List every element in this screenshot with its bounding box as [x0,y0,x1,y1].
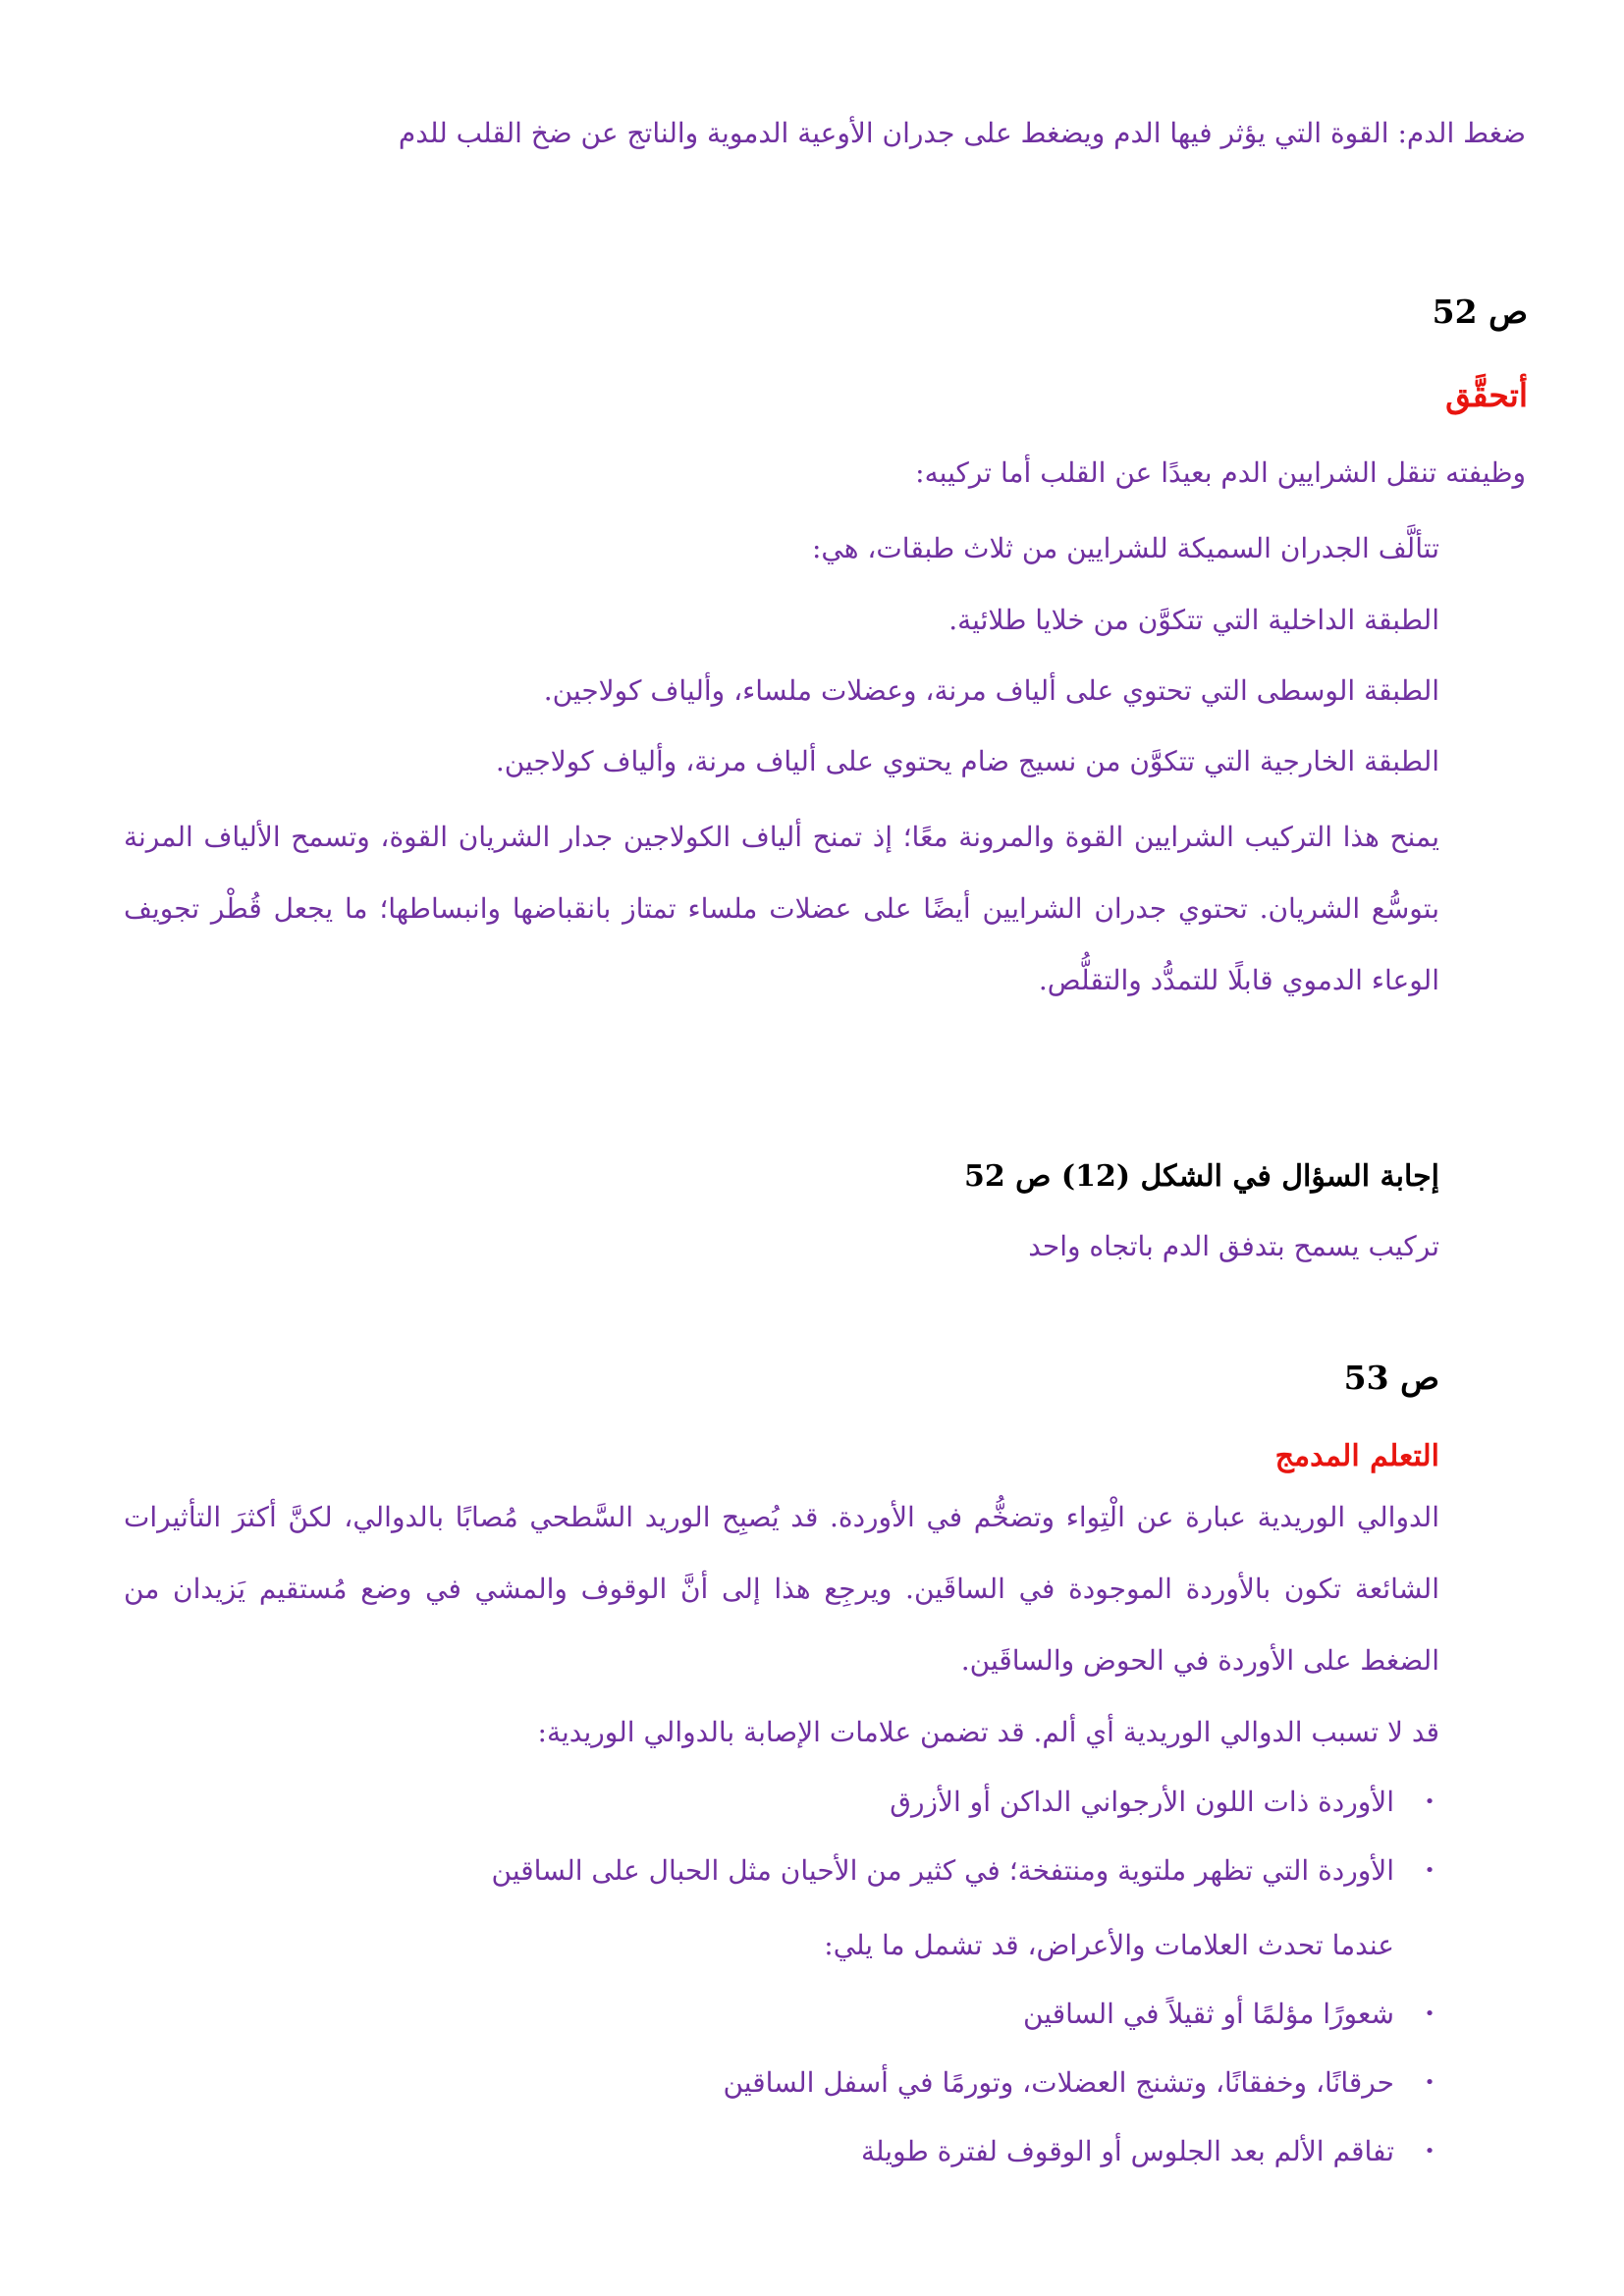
bullet-icon: • [1424,2141,1435,2162]
figure-question-title: إجابة السؤال في الشكل (12) ص 52 [963,1159,1439,1194]
bullet-icon: • [1424,2003,1435,2024]
artery-function-intro: وظيفته تنقل الشرايين الدم بعيدًا عن القلب أما تركيبه: [915,456,1526,489]
list-item [124,1837,1439,1905]
page-ref-53: ص 53 [1343,1359,1439,1397]
symptom-text: شعورًا مؤلمًا أو ثقيلاً في الساقين [1022,1998,1394,2030]
list-item [124,1768,1439,1837]
varicose-signs-intro: قد لا تسبب الدوالي الوريدية أي ألم. قد تضمن علامات الإصابة بالدوالي الوريدية: [537,1716,1439,1748]
bullet-icon: • [1424,2072,1435,2093]
inner-layer: الطبقة الداخلية التي تتكوَّن من خلايا طلائية. [948,604,1439,636]
section-title-check: أتحقَّق [1445,376,1528,414]
varicose-veins-paragraph: الدوالي الوريدية عبارة عن الْتِواء وتضخُّم في الأوردة. قد يُصبِح الوريد السَّطحي مُصابًا بالدوالي، لكنَّ أكثرَ التأثيرات الشائعة تكون بالأوردة الموجودة في الساقَين. ويرجِع هذا إلى أنَّ الوقوف والمشي في وضع مُستقيم يَزيدان من الضغط على الأوردة في الحوض والساقَين. [124,1501,1439,1677]
list-item [124,2049,1439,2117]
blood-pressure-definition: ضغط الدم: القوة التي يؤثر فيها الدم ويضغط على جدران الأوعية الدموية والناتج عن ضخ القلب للدم [398,117,1526,149]
symptom-text: تفاقم الألم بعد الجلوس أو الوقوف لفترة طويلة [860,2135,1394,2167]
sign-text: الأوردة ذات اللون الأرجواني الداكن أو الأزرق [890,1786,1394,1818]
symptom-text: حرقانًا، وخفقانًا، وتشنج العضلات، وتورمًا في أسفل الساقين [723,2066,1394,2099]
list-item [124,2117,1439,2186]
sign-text: الأوردة التي تظهر ملتوية ومنتفخة؛ في كثير من الأحيان مثل الحبال على الساقين [491,1854,1394,1887]
page-ref-52: ص 52 [1432,293,1528,331]
figure-question-answer: تركيب يسمح بتدفق الدم باتجاه واحد [1028,1230,1439,1262]
bullet-icon: • [1424,1860,1435,1881]
symptoms-when-text: عندما تحدث العلامات والأعراض، قد تشمل ما يلي: [824,1929,1394,1961]
list-item [124,1980,1439,2049]
artery-structure-paragraph: يمنح هذا التركيب الشرايين القوة والمرونة معًا؛ إذ تمنح ألياف الكولاجين جدار الشريان القوة، وتسمح الألياف المرنة بتوسُّع الشريان. تحتوي جدران الشرايين أيضًا على عضلات ملساء تمتاز بانقباضها وانبساطها؛ ما يجعل قُطْر تجويف الوعاء الدموي قابلًا للتمدُّد والتقلُّص. [124,821,1439,996]
signs-list [124,1768,1439,1905]
middle-layer: الطبقة الوسطى التي تحتوي على ألياف مرنة، وعضلات ملساء، وألياف كولاجين. [543,674,1439,707]
outer-layer: الطبقة الخارجية التي تتكوَّن من نسيج ضام يحتوي على ألياف مرنة، وألياف كولاجين. [495,745,1439,777]
section-title-blended-learning: التعلم المدمج [1274,1439,1439,1473]
symptoms-list [124,1980,1439,2186]
artery-layers-intro: تتألَّف الجدران السميكة للشرايين من ثلاث طبقات، هي: [811,532,1439,564]
bullet-icon: • [1424,1791,1435,1812]
